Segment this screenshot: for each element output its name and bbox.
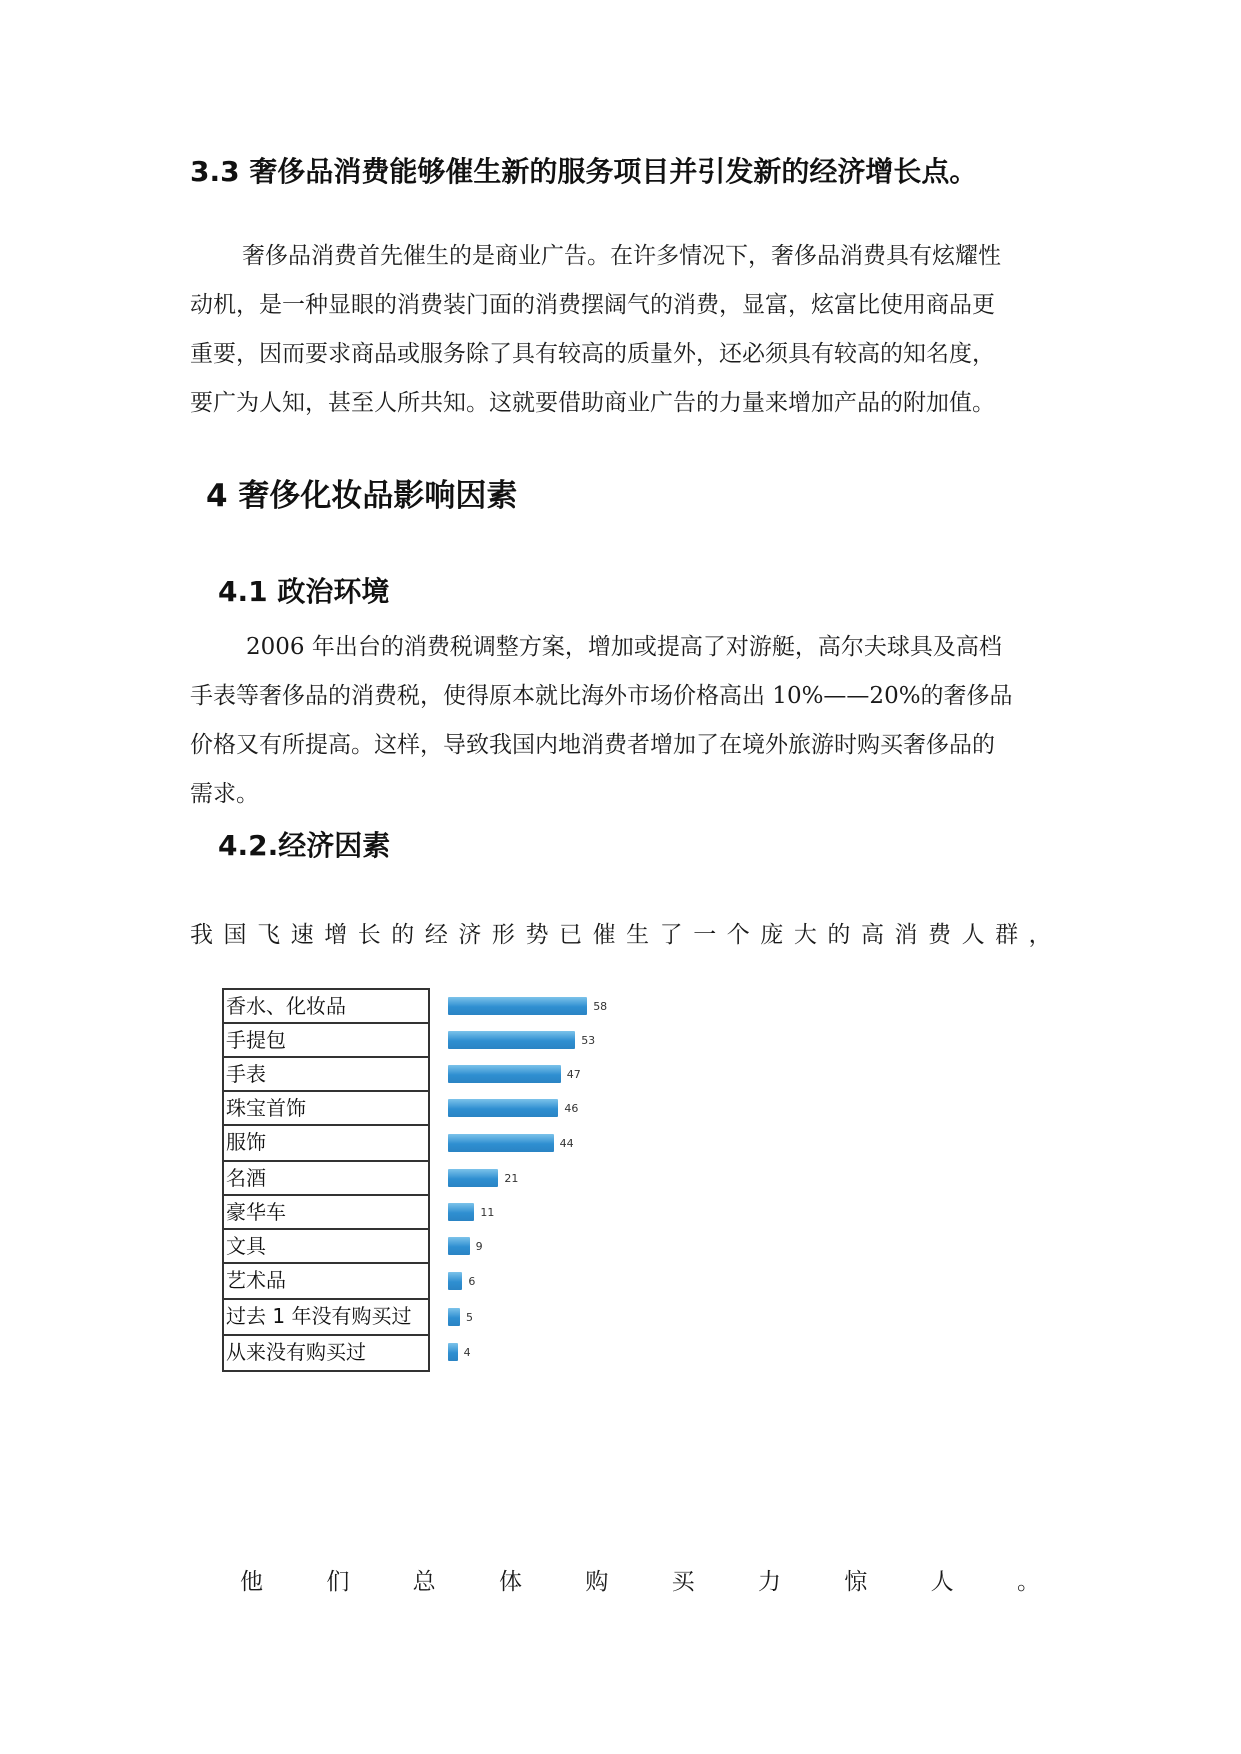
spread-char: 的 <box>391 922 415 948</box>
bar-value-label: 46 <box>564 1102 579 1115</box>
spread-char: 生 <box>626 922 650 948</box>
bar <box>448 1343 458 1361</box>
category-label: 服饰 <box>224 1126 428 1162</box>
section-4-2-line-2 <box>240 1563 1040 1596</box>
spread-char: 济 <box>458 922 482 948</box>
bar <box>448 1031 575 1049</box>
spread-char: 高 <box>860 922 884 948</box>
section-4-1-paragraph <box>190 623 1060 819</box>
spread-char: 已 <box>559 922 583 948</box>
category-label: 名酒 <box>224 1162 428 1196</box>
spread-char: 经 <box>424 922 448 948</box>
bar <box>448 1203 474 1221</box>
spread-char: 人 <box>961 922 985 948</box>
paragraph-line: 奢侈品消费首先催生的是商业广告。在许多情况下，奢侈品消费具有炫耀性 <box>242 243 1001 269</box>
category-label: 从来没有购买过 <box>226 1340 366 1364</box>
spread-char: 庞 <box>760 922 784 948</box>
bar <box>448 1099 558 1117</box>
section-4-heading: 4 奢侈化妆品影响因素 <box>206 478 518 514</box>
section-3-3-paragraph <box>190 232 1060 428</box>
spread-char: 国 <box>223 922 247 948</box>
spread-char: 的 <box>827 922 851 948</box>
paragraph-line: 需求。 <box>190 781 259 807</box>
bar-value-label: 44 <box>559 1137 574 1150</box>
spread-char: 惊 <box>844 1569 868 1595</box>
spread-char: 消 <box>894 922 918 948</box>
spread-char: 他 <box>240 1569 263 1595</box>
section-4-2-line-1 <box>190 916 1052 949</box>
bar <box>448 997 587 1015</box>
section-3-3-heading: 3.3 奢侈品消费能够催生新的服务项目并引发新的经济增长点。 <box>190 155 978 188</box>
spread-char: 速 <box>290 922 314 948</box>
bar <box>448 1065 561 1083</box>
bar <box>448 1134 554 1152</box>
bar <box>448 1308 460 1326</box>
spread-char: 大 <box>793 922 817 948</box>
spread-char: 势 <box>525 922 549 948</box>
spread-char: 们 <box>326 1569 350 1595</box>
spread-char: 了 <box>659 922 683 948</box>
bar <box>448 1169 498 1187</box>
paragraph-line: 价格又有所提高。这样，导致我国内地消费者增加了在境外旅游时购买奢侈品的 <box>190 732 995 758</box>
paragraph-line: 重要，因而要求商品或服务除了具有较高的质量外，还必须具有较高的知名度， <box>190 341 995 367</box>
bar-area <box>448 988 638 1380</box>
paragraph-line: 2006 年出台的消费税调整方案，增加或提高了对游艇，高尔夫球具及高档 <box>246 634 1002 660</box>
category-label: 珠宝首饰 <box>224 1092 428 1126</box>
spread-char: 个 <box>726 922 750 948</box>
spread-char: 催 <box>592 922 616 948</box>
category-label: 香水、化妆品 <box>224 990 428 1024</box>
spread-char: ， <box>1028 922 1052 948</box>
category-table <box>222 988 430 1372</box>
spread-char: 增 <box>324 922 348 948</box>
bar <box>448 1237 470 1255</box>
section-4-2-heading: 4.2.经济因素 <box>218 829 391 862</box>
bar-value-label: 4 <box>463 1346 471 1359</box>
spread-char: 形 <box>491 922 515 948</box>
spread-char: 。 <box>1016 1569 1040 1595</box>
bar-value-label: 47 <box>566 1068 581 1081</box>
bar-value-label: 53 <box>581 1034 596 1047</box>
luxury-purchase-bar-chart <box>222 988 642 1380</box>
bar-value-label: 58 <box>593 1000 608 1013</box>
category-label: 过去 1 年没有购买过 <box>224 1300 428 1336</box>
category-label: 手表 <box>224 1058 428 1092</box>
section-4-1-heading: 4.1 政治环境 <box>218 575 390 608</box>
spread-char: 总 <box>412 1569 436 1595</box>
bar-value-label: 11 <box>480 1206 495 1219</box>
spread-char: 一 <box>693 922 717 948</box>
category-label: 豪华车 <box>224 1196 428 1230</box>
spread-char: 人 <box>930 1569 954 1595</box>
paragraph-line: 要广为人知，甚至人所共知。这就要借助商业广告的力量来增加产品的附加值。 <box>190 390 995 416</box>
spread-char: 我 <box>190 922 213 948</box>
bar-value-label: 5 <box>466 1311 473 1324</box>
paragraph-line: 手表等奢侈品的消费税，使得原本就比海外市场价格高出 10%——20%的奢侈品 <box>190 683 1013 709</box>
spread-char: 购 <box>585 1569 609 1595</box>
spread-char: 买 <box>671 1569 695 1595</box>
bar-value-label: 21 <box>504 1172 519 1185</box>
spread-char: 力 <box>757 1569 781 1595</box>
spread-char: 体 <box>498 1569 522 1595</box>
spread-char: 长 <box>357 922 381 948</box>
category-label: 艺术品 <box>224 1264 428 1300</box>
spread-char: 群 <box>995 922 1019 948</box>
bar <box>448 1272 462 1290</box>
spread-char: 飞 <box>257 922 281 948</box>
bar-value-label: 6 <box>468 1275 476 1288</box>
category-label: 文具 <box>224 1230 428 1264</box>
paragraph-line: 动机，是一种显眼的消费装门面的消费摆阔气的消费，显富，炫富比使用商品更 <box>190 292 995 318</box>
category-label: 手提包 <box>224 1024 428 1058</box>
bar-value-label: 9 <box>475 1240 483 1253</box>
spread-char: 费 <box>928 922 952 948</box>
